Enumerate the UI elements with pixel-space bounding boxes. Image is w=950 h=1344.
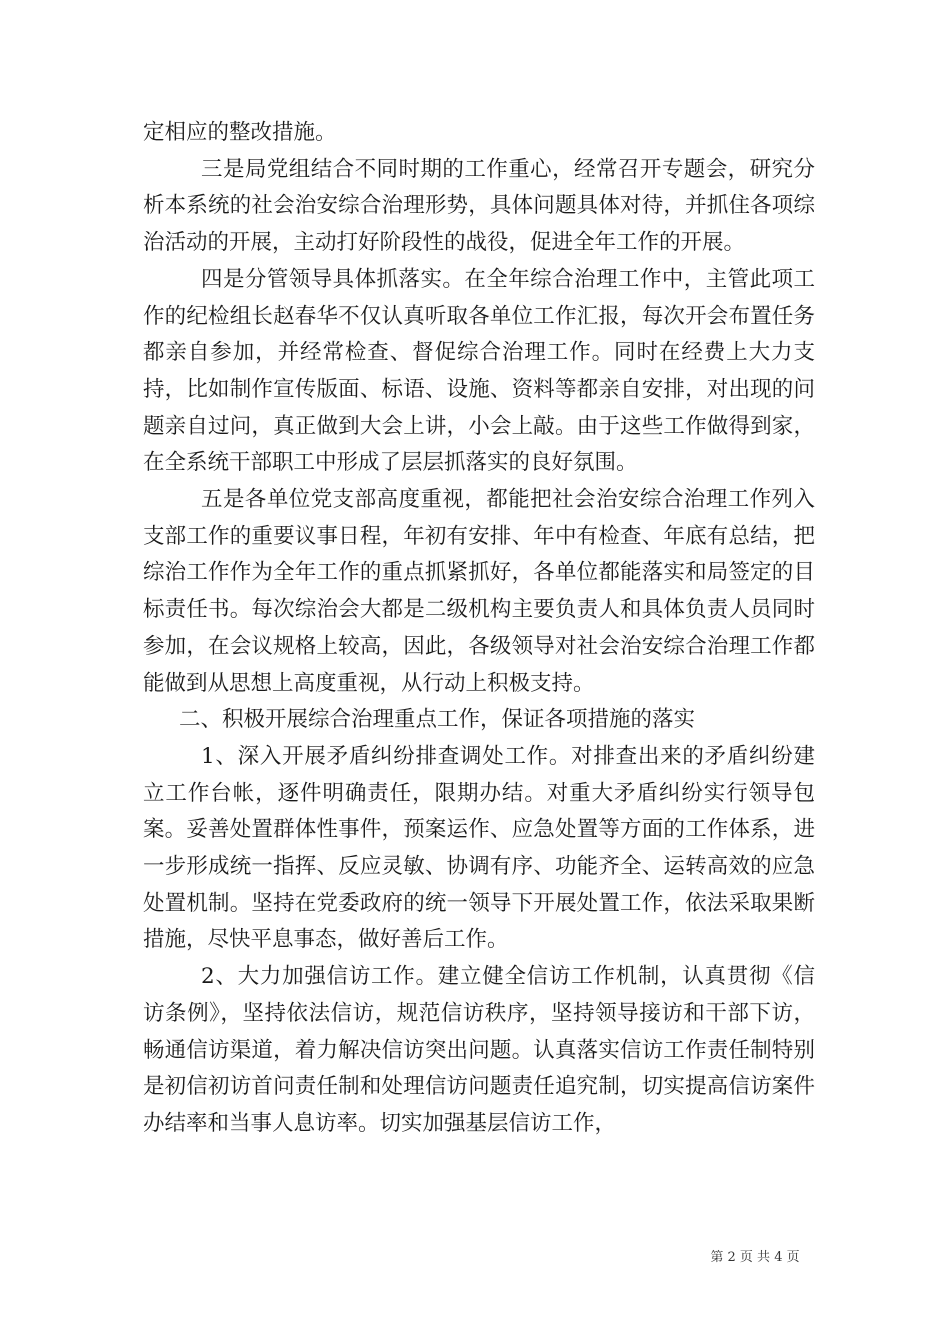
section-heading: 二、积极开展综合治理重点工作，保证各项措施的落实 (179, 707, 696, 733)
page-number-footer: 第 2 页 共 4 页 (710, 1250, 800, 1265)
paragraph-point-four: 四是分管领导具体抓落实。在全年综合治理工作中，主管此项工作的纪检组长赵春华不仅认真听取各单位工作汇报，每次开会布置任务都亲自参加，并经常检查、督促综合治理工作。同时在经费上大力支持，比如制作宣传版面、标语、设施、资料等都亲自安排，对出现的问题亲自过问，真正做到大会上讲，小会上敲。由于这些工作做得到家，在全系统干部职工中形成了层层抓落实的良好氛围。 (143, 266, 815, 476)
paragraph-point-three: 三是局党组结合不同时期的工作重心，经常召开专题会，研究分析本系统的社会治安综合治理形势，具体问题具体对待，并抓住各项综治活动的开展，主动打好阶段性的战役，促进全年工作的开展。 (143, 156, 815, 256)
paragraph-item-one: 1、深入开展矛盾纠纷排查调处工作。对排查出来的矛盾纠纷建立工作台帐，逐件明确责任，限期办结。对重大矛盾纠纷实行领导包案。妥善处置群体性事件，预案运作、应急处置等方面的工作体系，进一步形成统一指挥、反应灵敏、协调有序、功能齐全、运转高效的应急处置机制。坚持在党委政府的统一领导下开展处置工作，依法采取果断措施，尽快平息事态，做好善后工作。 (143, 743, 815, 953)
paragraph-point-five: 五是各单位党支部高度重视，都能把社会治安综合治理工作列入支部工作的重要议事日程，年初有安排、年中有检查、年底有总结，把综治工作作为全年工作的重点抓紧抓好，各单位都能落实和局签定的目标责任书。每次综治会大都是二级机构主要负责人和具体负责人员同时参加，在会议规格上较高，因此，各级领导对社会治安综合治理工作都能做到从思想上高度重视，从行动上积极支持。 (143, 487, 815, 696)
document-body (143, 115, 815, 1143)
paragraph-continuation: 定相应的整改措施。 (143, 120, 337, 145)
paragraph-item-two: 2、大力加强信访工作。建立健全信访工作机制，认真贯彻《信访条例》，坚持依法信访，规范信访秩序，坚持领导接访和干部下访，畅通信访渠道，着力解决信访突出问题。认真落实信访工作责任制特别是初信初访首问责任制和处理信访问题责任追究制，切实提高信访案件办结率和当事人息访率。切实加强基层信访工作， (143, 964, 815, 1136)
